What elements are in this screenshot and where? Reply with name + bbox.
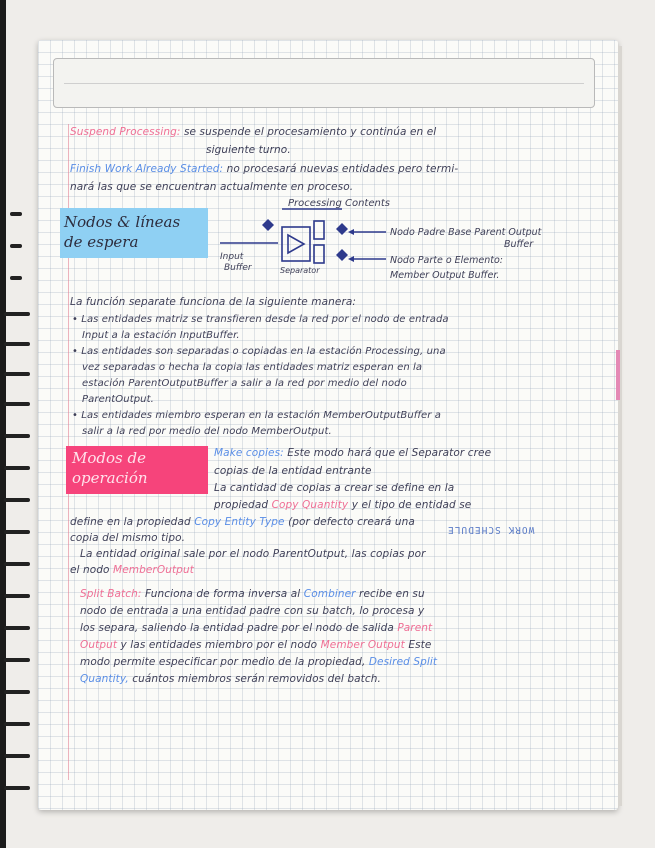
desired-split-prop: Desired Split xyxy=(368,656,438,668)
work-schedule-stamp: WORK SCHEDULE xyxy=(447,524,535,535)
parent-node-label-2: Buffer xyxy=(504,239,534,250)
member-arrow-head xyxy=(348,256,354,262)
input-buffer-label-1: Input xyxy=(220,252,244,262)
make-copies-line-2: copias de la entidad entrante xyxy=(214,465,372,477)
bullet-3-line-1: • Las entidades miembro esperan en la estación MemberOutputBuffer a xyxy=(72,410,441,421)
finish-line-2: nará las que se encuentran actualmente en proceso. xyxy=(70,181,354,193)
modos-heading-line-1: Modos de xyxy=(72,449,146,467)
parent-arrow-head xyxy=(348,229,354,235)
bullet-2-line-1: • Las entidades son separadas o copiadas en la estación Processing, una xyxy=(72,346,446,357)
parent-node-icon xyxy=(336,223,348,235)
make-copies-line-5: define en la propiedad Copy Entity Type (por defecto creará una xyxy=(70,516,415,528)
nodos-heading-line-2: de espera xyxy=(64,233,139,251)
copy-entity-type-prop: Copy Entity Type xyxy=(194,516,285,528)
parent-buffer-box xyxy=(314,221,324,239)
split-batch-line-2: nodo de entrada a una entidad padre con su batch, lo procesa y xyxy=(80,605,425,617)
member-buffer-box xyxy=(314,245,324,263)
separate-intro: La función separate funciona de la siguiente manera: xyxy=(70,296,357,308)
bullet-2-line-3: estación ParentOutputBuffer a salir a la red por medio del nodo xyxy=(82,378,407,389)
copy-quantity-prop: Copy Quantity xyxy=(271,499,349,511)
notebook-page xyxy=(38,40,618,810)
combiner-prop: Combiner xyxy=(303,588,356,600)
member-node-label-2: Member Output Buffer. xyxy=(390,270,500,281)
make-copies-label: Make copies: xyxy=(214,447,284,459)
suspend-line-1 xyxy=(70,126,436,138)
make-copies-line-1: Make copies: Este modo hará que el Separator cree xyxy=(214,447,492,459)
member-node-label-1: Nodo Parte o Elemento: xyxy=(390,255,504,266)
input-node-icon xyxy=(262,219,274,231)
split-batch-label: Split Batch: xyxy=(80,588,142,600)
input-buffer-label-2: Buffer xyxy=(224,263,252,273)
processing-contents-label: Processing Contents xyxy=(288,198,390,209)
make-copies-line-3: La cantidad de copias a crear se define en la xyxy=(214,482,455,494)
split-batch-line-1: Split Batch: Funciona de forma inversa al Combiner recibe en su xyxy=(80,588,425,600)
make-copies-line-7: La entidad original sale por el nodo ParentOutput, las copias por xyxy=(80,548,426,560)
output-prop: Output xyxy=(80,639,118,651)
suspend-text: se suspende el procesamiento y continúa en el xyxy=(183,126,437,138)
bullet-3-line-2: salir a la red por medio del nodo MemberOutput. xyxy=(82,426,332,437)
separator-box xyxy=(282,227,310,261)
parent-prop: Parent xyxy=(397,622,433,634)
bullet-1-line-1: • Las entidades matriz se transfieren desde la red por el nodo de entrada xyxy=(72,314,449,325)
finish-line-1 xyxy=(70,163,458,175)
finish-label: Finish Work Already Started: xyxy=(70,163,224,175)
make-copies-line-6: copia del mismo tipo. xyxy=(70,532,186,544)
suspend-label: Suspend Processing: xyxy=(70,126,181,138)
split-batch-line-6: Quantity, cuántos miembros serán removidos del batch. xyxy=(80,673,381,685)
separator-label: Separator xyxy=(280,266,320,275)
member-node-icon xyxy=(336,249,348,261)
member-output-prop-2: Member Output xyxy=(320,639,405,651)
bullet-1-line-2: Input a la estación InputBuffer. xyxy=(82,330,240,341)
finish-text: no procesará nuevas entidades pero termi- xyxy=(226,163,459,175)
quantity-prop: Quantity, xyxy=(80,673,129,685)
modos-heading-line-2: operación xyxy=(72,469,148,487)
parent-node-label-1: Nodo Padre Base Parent Output xyxy=(390,227,542,238)
bullet-2-line-4: ParentOutput. xyxy=(82,394,154,405)
page-header-band xyxy=(53,58,595,108)
separator-diagram xyxy=(218,197,628,287)
split-batch-line-3: los separa, saliendo la entidad padre por el nodo de salida Parent xyxy=(80,622,433,634)
separator-triangle xyxy=(288,235,304,253)
nodos-heading-line-1: Nodos & líneas xyxy=(64,213,181,231)
split-batch-line-4: Output y las entidades miembro por el nodo Member Output Este xyxy=(80,639,432,651)
suspend-line-2: siguiente turno. xyxy=(206,144,291,156)
bullet-2-line-2: vez separadas o hecha la copia las entidades matriz esperan en la xyxy=(82,362,423,373)
spiral-binding xyxy=(0,80,40,820)
make-copies-line-8: el nodo MemberOutput xyxy=(70,564,194,576)
split-batch-line-5: modo permite especificar por medio de la propiedad, Desired Split xyxy=(80,656,438,668)
member-output-prop: MemberOutput xyxy=(113,564,194,576)
make-copies-line-4: propiedad Copy Quantity y el tipo de entidad se xyxy=(214,499,472,511)
page-tab-marker xyxy=(616,350,620,400)
